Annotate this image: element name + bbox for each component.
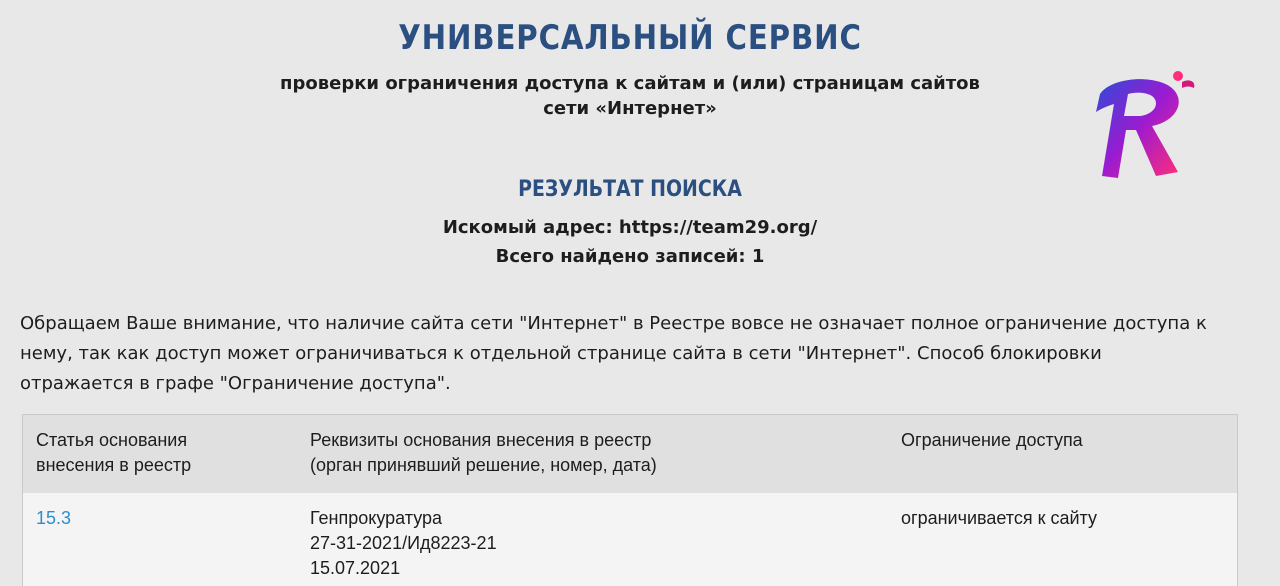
header-article — [36, 428, 191, 478]
subtitle-line: проверки ограничения доступа к сайтам и (или) страницам сайтов — [280, 73, 980, 94]
header-article-line: Статья основания — [36, 430, 188, 450]
header-requisites — [310, 428, 657, 478]
header-restriction: Ограничение доступа — [901, 430, 1083, 450]
page-title: УНИВЕРСАЛЬНЫЙ СЕРВИС — [398, 18, 862, 58]
searched-address: Искомый адрес: https://team29.org/ — [442, 217, 818, 238]
table-row-restriction: ограничивается к сайту — [901, 508, 1097, 528]
header-requisites-line: Реквизиты основания внесения в реестр — [310, 430, 652, 450]
page-subtitle — [0, 71, 1260, 121]
requisite-number: 27-31-2021/Ид8223-21 — [310, 533, 497, 553]
notice-text: Обращаем Ваше внимание, что наличие сайта сети "Интернет" в Реестре вовсе не означает полное ограничение доступа к нему, так как доступ может ограничиваться к отдельной странице сайта в сети "Интернет". Способ блокировки отражается в графе "Ограничение доступа". — [20, 313, 1207, 394]
r-logo-icon — [1082, 64, 1202, 184]
article-link[interactable]: 15.3 — [36, 508, 72, 528]
table-row-requisites — [310, 506, 497, 581]
requisite-authority: Генпрокуратура — [310, 508, 443, 528]
requisite-date: 15.07.2021 — [310, 558, 401, 578]
subtitle-line: сети «Интернет» — [543, 98, 717, 119]
result-title: РЕЗУЛЬТАТ ПОИСКА — [518, 177, 742, 202]
header-article-line: внесения в реестр — [36, 455, 192, 475]
search-info — [0, 213, 1260, 271]
results-table — [22, 414, 1238, 586]
total-found: Всего найдено записей: 1 — [495, 246, 765, 267]
header-requisites-line: (орган принявший решение, номер, дата) — [310, 455, 657, 475]
